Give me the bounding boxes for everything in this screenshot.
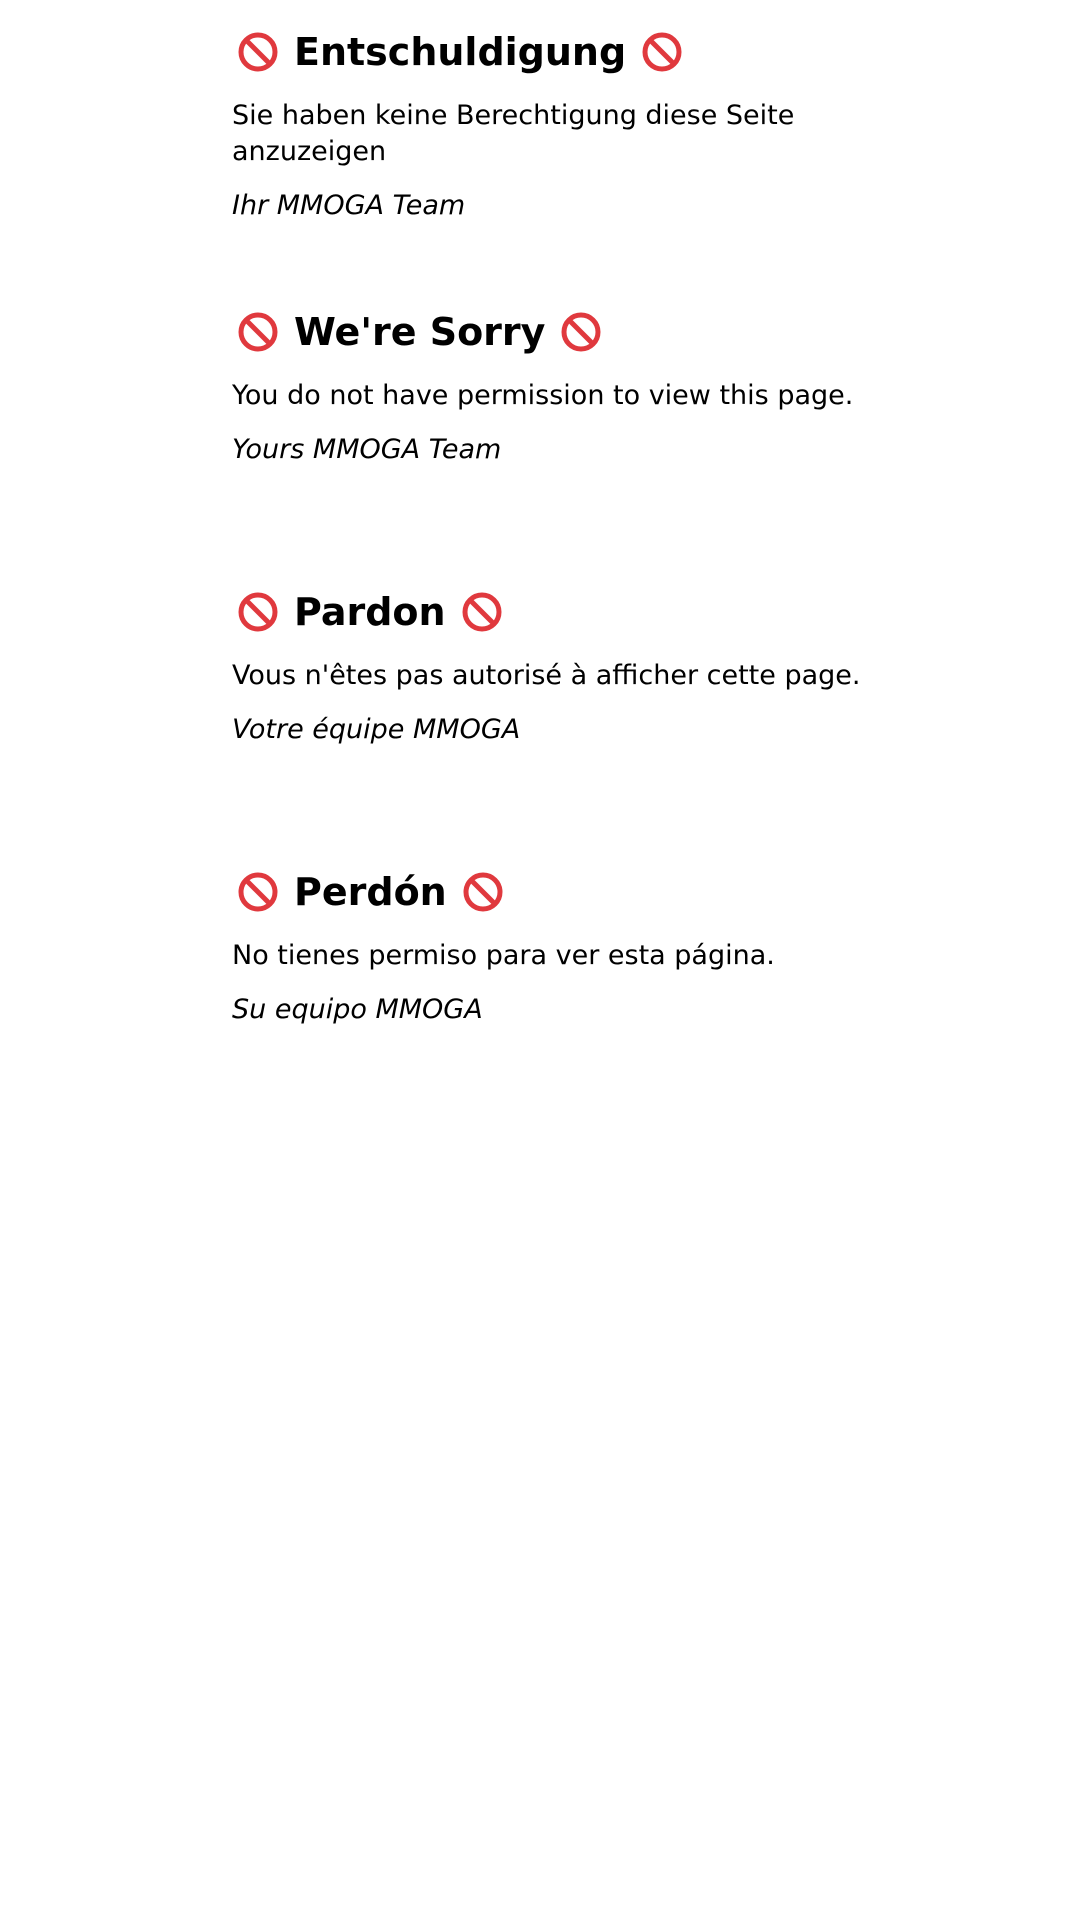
no-entry-icon (236, 310, 280, 354)
error-section-en (232, 280, 872, 560)
error-page (232, 0, 872, 1120)
section-title (232, 840, 872, 916)
section-message: Vous n'êtes pas autorisé à afficher cette page. (232, 660, 861, 691)
section-title (232, 0, 872, 76)
section-title (232, 280, 872, 356)
no-entry-icon (236, 590, 280, 634)
section-title (232, 560, 872, 636)
error-section-de (232, 0, 872, 280)
no-entry-icon (640, 30, 684, 74)
section-title-text: We're Sorry (294, 310, 546, 354)
section-signature: Ihr MMOGA Team (232, 190, 466, 221)
no-entry-icon (236, 30, 280, 74)
section-message: Sie haben keine Berechtigung diese Seite anzuzeigen (232, 100, 795, 167)
section-message: No tienes permiso para ver esta página. (232, 940, 775, 971)
section-signature: Su equipo MMOGA (232, 994, 483, 1025)
section-signature: Yours MMOGA Team (232, 434, 502, 465)
section-title-text: Pardon (294, 590, 446, 634)
no-entry-icon (559, 310, 603, 354)
section-title-text: Perdón (294, 870, 447, 914)
section-title-text: Entschuldigung (294, 30, 627, 74)
error-section-fr (232, 560, 872, 840)
no-entry-icon (461, 870, 505, 914)
section-message: You do not have permission to view this page. (232, 380, 854, 411)
section-signature: Votre équipe MMOGA (232, 714, 521, 745)
error-section-es (232, 840, 872, 1120)
no-entry-icon (236, 870, 280, 914)
no-entry-icon (460, 590, 504, 634)
